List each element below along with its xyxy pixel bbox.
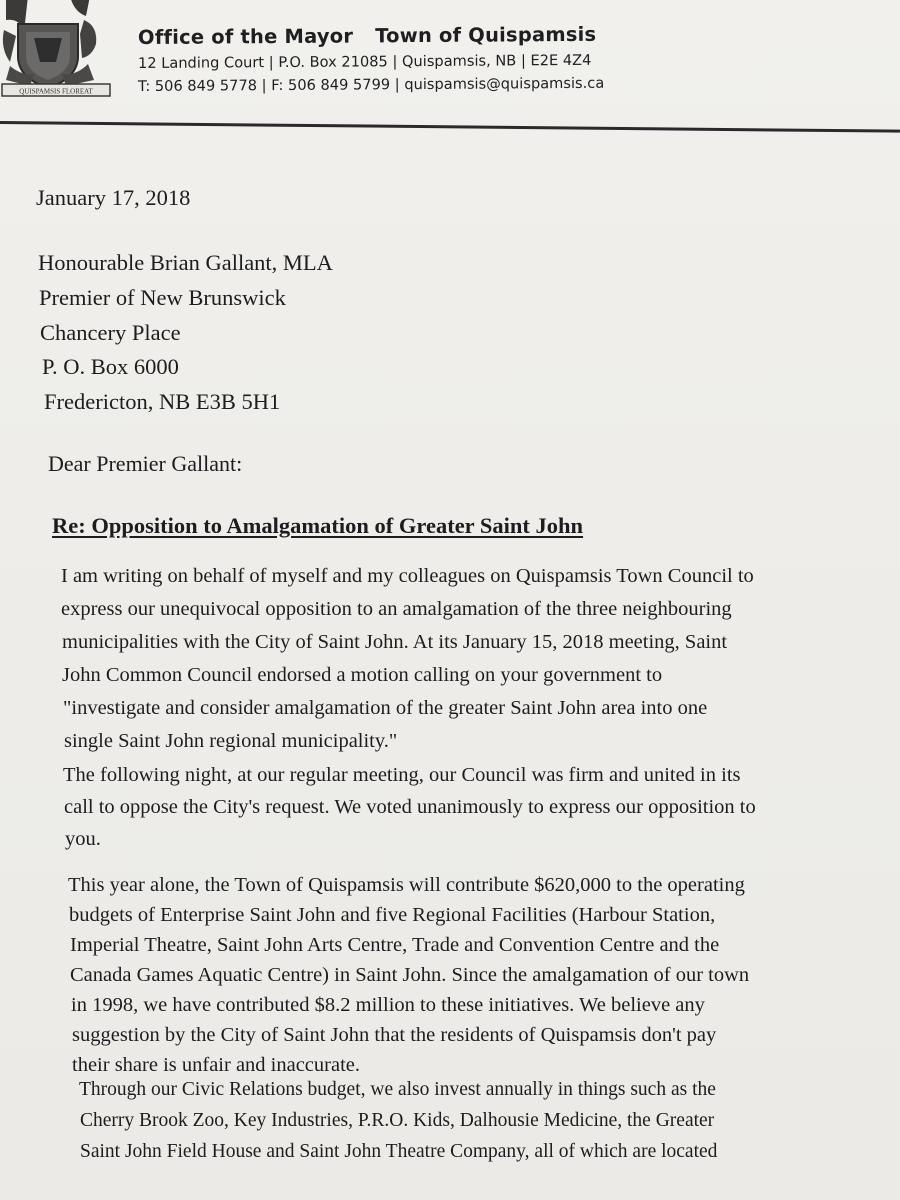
- letterhead-contact: T: 506 849 5778 | F: 506 849 5799 | quispamsis@quispamsis.ca: [137, 74, 605, 95]
- paragraph-line: This year alone, the Town of Quispamsis will contribute $620,000 to the operating: [68, 874, 745, 896]
- svg-text:QUISPAMSIS FLOREAT: QUISPAMSIS FLOREAT: [19, 87, 93, 96]
- paragraph-line: their share is unfair and inaccurate.: [72, 1054, 361, 1076]
- office-name: Office of the Mayor: [137, 24, 354, 49]
- paragraph-line: The following night, at our regular meeting, our Council was firm and united in its: [63, 764, 741, 786]
- letterhead-address: 12 Landing Court | P.O. Box 21085 | Quispamsis, NB | E2E 4Z4: [137, 51, 592, 72]
- salutation: Dear Premier Gallant:: [48, 451, 243, 476]
- paragraph-line: I am writing on behalf of myself and my colleagues on Quispamsis Town Council to: [61, 565, 754, 587]
- paragraph-line: Imperial Theatre, Saint John Arts Centre, Trade and Convention Centre and the: [70, 934, 720, 956]
- recipient-line: Premier of New Brunswick: [39, 285, 286, 310]
- paragraph-line: municipalities with the City of Saint John. At its January 15, 2018 meeting, Saint: [62, 631, 728, 653]
- paragraph-line: in 1998, we have contributed $8.2 million to these initiatives. We believe any: [71, 994, 705, 1016]
- paragraph-line: call to oppose the City's request. We voted unanimously to express our opposition to: [64, 796, 756, 818]
- paragraph-line: budgets of Enterprise Saint John and five Regional Facilities (Harbour Station,: [69, 904, 716, 926]
- recipient-line: Chancery Place: [40, 320, 181, 345]
- letter-date: January 17, 2018: [36, 185, 191, 210]
- paragraph-line: John Common Council endorsed a motion calling on your government to: [62, 664, 663, 686]
- recipient-line: Fredericton, NB E3B 5H1: [44, 389, 281, 414]
- paragraph-line: you.: [65, 828, 101, 850]
- recipient-line: P. O. Box 6000: [42, 354, 179, 379]
- paragraph-line: "investigate and consider amalgamation of the greater Saint John area into one: [63, 697, 708, 719]
- subject-line: Re: Opposition to Amalgamation of Greater Saint John: [52, 513, 584, 538]
- paragraph-line: suggestion by the City of Saint John that the residents of Quispamsis don't pay: [72, 1024, 717, 1046]
- paragraph-line: single Saint John regional municipality.": [64, 730, 398, 752]
- paragraph-line: Through our Civic Relations budget, we also invest annually in things such as the: [79, 1079, 716, 1100]
- town-name: Town of Quispamsis: [375, 22, 597, 48]
- paragraph-line: Canada Games Aquatic Centre) in Saint John. Since the amalgamation of our town: [70, 964, 750, 986]
- paragraph-line: express our unequivocal opposition to an amalgamation of the three neighbouring: [61, 598, 732, 620]
- recipient-line: Honourable Brian Gallant, MLA: [38, 250, 333, 275]
- paragraph-line: Saint John Field House and Saint John Theatre Company, all of which are located: [80, 1141, 718, 1162]
- paragraph-line: Cherry Brook Zoo, Key Industries, P.R.O. Kids, Dalhousie Medicine, the Greater: [80, 1110, 715, 1131]
